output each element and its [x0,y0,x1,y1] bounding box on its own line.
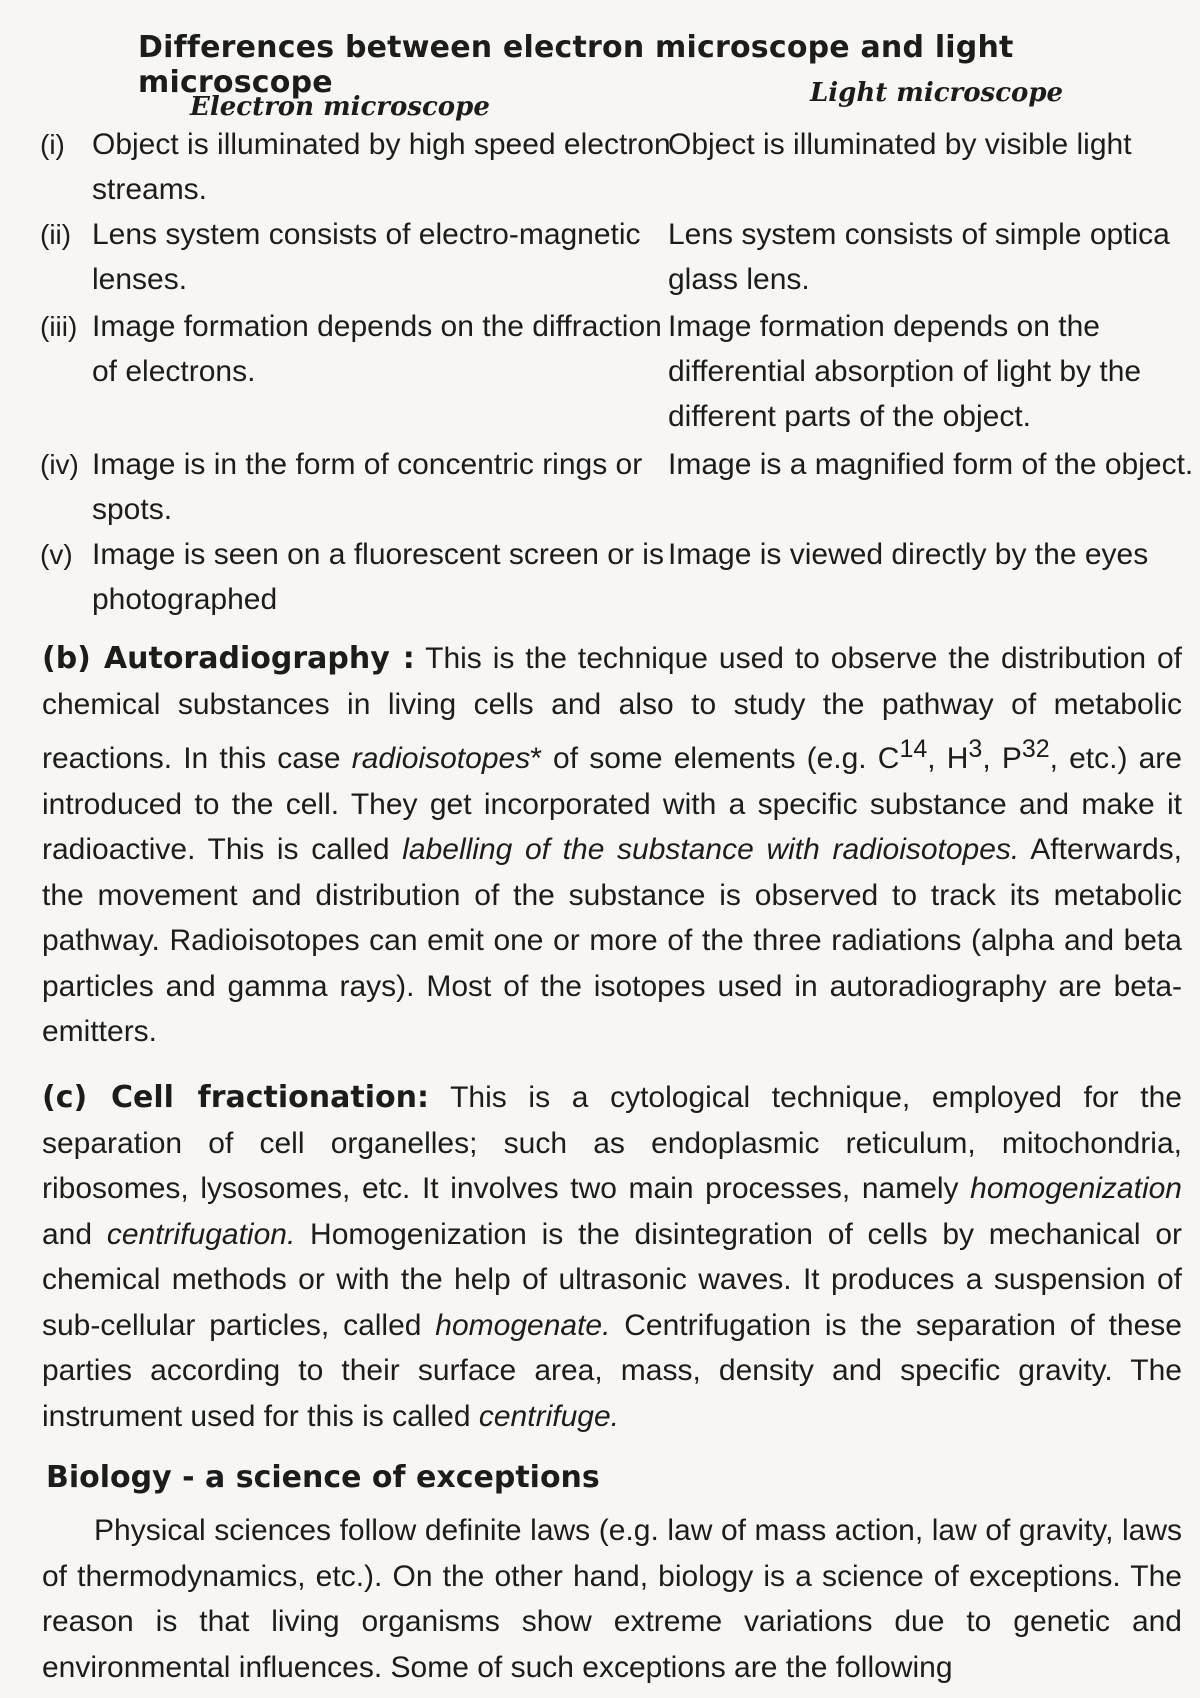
column-header-electron: Electron microscope [190,92,490,122]
light-text: Lens system consists of simple optica glass lens. [668,218,1170,296]
paragraph-text: , etc.) are introduced to the cell. They get incorporated with a specific substance and make it radioactive. This is called [42,742,1182,866]
row-number: (iii) [40,311,78,342]
superscript: 32 [1021,735,1050,763]
cell-fractionation-label: (c) Cell fractionation: [42,1080,429,1115]
paragraph-text: This is the technique used to observe the distribution of chemical substances in living cells and also to study the pathway of metabolic reactions. In this case [42,642,1183,775]
comparison-row [40,304,1190,442]
light-text: Object is illuminated by visible light [668,128,1132,161]
row-number: (iv) [40,449,79,480]
paragraph-text: Afterwards, the movement and distribution of the substance is observed to track its metabolic pathway. Radioisotopes can emit one or more of the three radiations (alpha and beta particles and gamma rays). Most of the isotopes used in autoradiography are beta- emitters. [42,833,1182,1048]
cell-fractionation-paragraph [42,1075,1182,1439]
paragraph-text: , H [927,742,969,775]
paragraph-text: * of some elements (e.g. C [530,742,900,775]
light-text: Image is viewed directly by the eyes [668,538,1149,571]
biology-heading: Biology - a science of exceptions [46,1460,600,1495]
comparison-row [40,442,1194,532]
light-text: Image formation depends on the differential absorption of light by the different parts of the object. [668,310,1142,433]
electron-text: Lens system consists of electro-magnetic lenses. [92,218,641,296]
autoradiography-label: (b) Autoradiography : [42,641,415,676]
light-text: Image is a magnified form of the object. [668,448,1194,481]
row-number: (ii) [40,219,72,250]
superscript: 14 [899,735,928,763]
comparison-table [40,122,1194,624]
row-number: (i) [40,129,65,160]
italic-term: homogenization [970,1172,1182,1205]
page-title: Differences between electron microscope and light microscope [138,30,1014,100]
paragraph-text: , P [982,742,1022,775]
biology-paragraph: Physical sciences follow definite laws (e.g. law of mass action, law of gravity, laws of thermodynamics, etc.). On the other hand, biology is a science of exceptions. The reason is that living organisms show extreme variations due to genetic and environmental influences. Some of such exceptions are the following [42,1514,1182,1684]
superscript: 3 [968,735,983,763]
electron-text: Object is illuminated by high speed electron streams. [92,128,671,206]
italic-term: centrifuge. [478,1399,619,1433]
paragraph-text: Centrifugation is the separation of these parties according to their surface area, mass, density and specific gravity. The instrument used for this is called [42,1308,1182,1433]
electron-text: Image is seen on a fluorescent screen or is photographed [92,538,664,616]
paragraph-text: Homogenization is the disintegration of cells by mechanical or chemical methods or with the help of ultrasonic waves. It produces a suspension of sub-cellular particles, called [42,1217,1182,1342]
comparison-row [40,212,1190,304]
paragraph-text: and [42,1217,107,1251]
row-number: (v) [40,539,73,570]
electron-text: Image is in the form of concentric rings or spots. [92,448,643,526]
column-header-light: Light microscope [810,78,1064,108]
comparison-row [40,122,1190,212]
comparison-row [40,532,1190,624]
electron-text: Image formation depends on the diffraction of electrons. [92,310,662,388]
italic-term: homogenate. [435,1308,611,1342]
italic-term: labelling of the substance with radioisotopes. [402,833,1020,866]
italic-term: radioisotopes [351,742,531,775]
autoradiography-paragraph [42,636,1182,1055]
italic-term: centrifugation. [106,1217,296,1251]
paragraph-text: This is a cytological technique, employed for the separation of cell organelles; such as endoplasmic reticulum, mitochondria, ribosomes, lysosomes, etc. It involves two main processes, namely [42,1081,1182,1205]
